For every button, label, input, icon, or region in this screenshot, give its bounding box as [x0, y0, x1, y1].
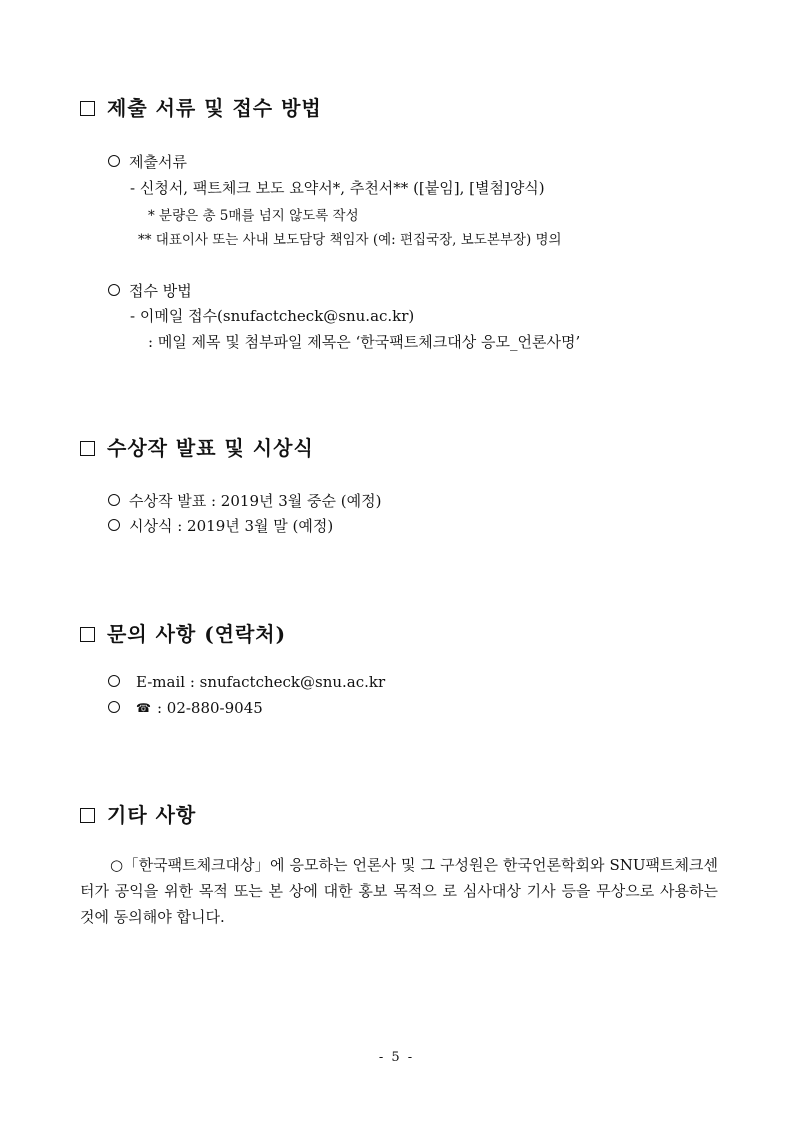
- documents-note-1: * 분량은 총 5매를 넘지 않도록 작성: [148, 208, 359, 224]
- method-note: : 메일 제목 및 첨부파일 제목은 ‘한국팩트체크대상 응모_언론사명’: [148, 333, 581, 351]
- checkbox-square-icon: [80, 808, 95, 823]
- circle-bullet-icon: [108, 494, 120, 506]
- section-heading-contact: [80, 618, 286, 647]
- contact-email: E-mail : snufactcheck@snu.ac.kr: [108, 673, 385, 691]
- awards-announce: 수상작 발표 : 2019년 3월 중순 (예정): [108, 490, 381, 511]
- section-heading-text: 제출 서류 및 접수 방법: [107, 96, 322, 120]
- section-heading-text: 기타 사항: [107, 803, 197, 827]
- circle-bullet-icon: [108, 519, 120, 531]
- section-heading-awards: [80, 432, 314, 461]
- documents-note-2: ** 대표이사 또는 사내 보도담당 책임자 (예: 편집국장, 보도본부장) 명의: [138, 232, 562, 248]
- circle-bullet-icon: [108, 284, 120, 296]
- phone-icon: ☎: [136, 701, 151, 715]
- section-heading-submission: [80, 92, 322, 121]
- checkbox-square-icon: [80, 441, 95, 456]
- etc-paragraph: ○「한국팩트체크대상」에 응모하는 언론사 및 그 구성원은 한국언론학회와 SNU팩트체크센터가 공익을 위한 목적 또는 본 상에 대한 홍보 목적으 로 심사대상 기사 등을 무상으로 사용하는 것에 동의해야 합니다.: [80, 856, 718, 926]
- contact-phone: ☎ : 02-880-9045: [108, 699, 263, 717]
- checkbox-square-icon: [80, 101, 95, 116]
- section-heading-etc: [80, 799, 196, 828]
- documents-item: - 신청서, 팩트체크 보도 요약서*, 추천서** ([붙임], [별첨]양식): [130, 179, 545, 197]
- circle-bullet-icon: [108, 701, 120, 713]
- section-heading-text: 문의 사항 (연락처): [107, 622, 287, 646]
- method-item: - 이메일 접수(snufactcheck@snu.ac.kr): [130, 307, 415, 325]
- checkbox-square-icon: [80, 627, 95, 642]
- method-title: 접수 방법: [108, 280, 192, 301]
- documents-title: 제출서류: [108, 151, 187, 172]
- circle-bullet-icon: [108, 675, 120, 687]
- page-number: - 5 -: [378, 1050, 415, 1065]
- awards-ceremony: 시상식 : 2019년 3월 말 (예정): [108, 515, 333, 536]
- section-heading-text: 수상작 발표 및 시상식: [107, 436, 314, 460]
- circle-bullet-icon: [108, 155, 120, 167]
